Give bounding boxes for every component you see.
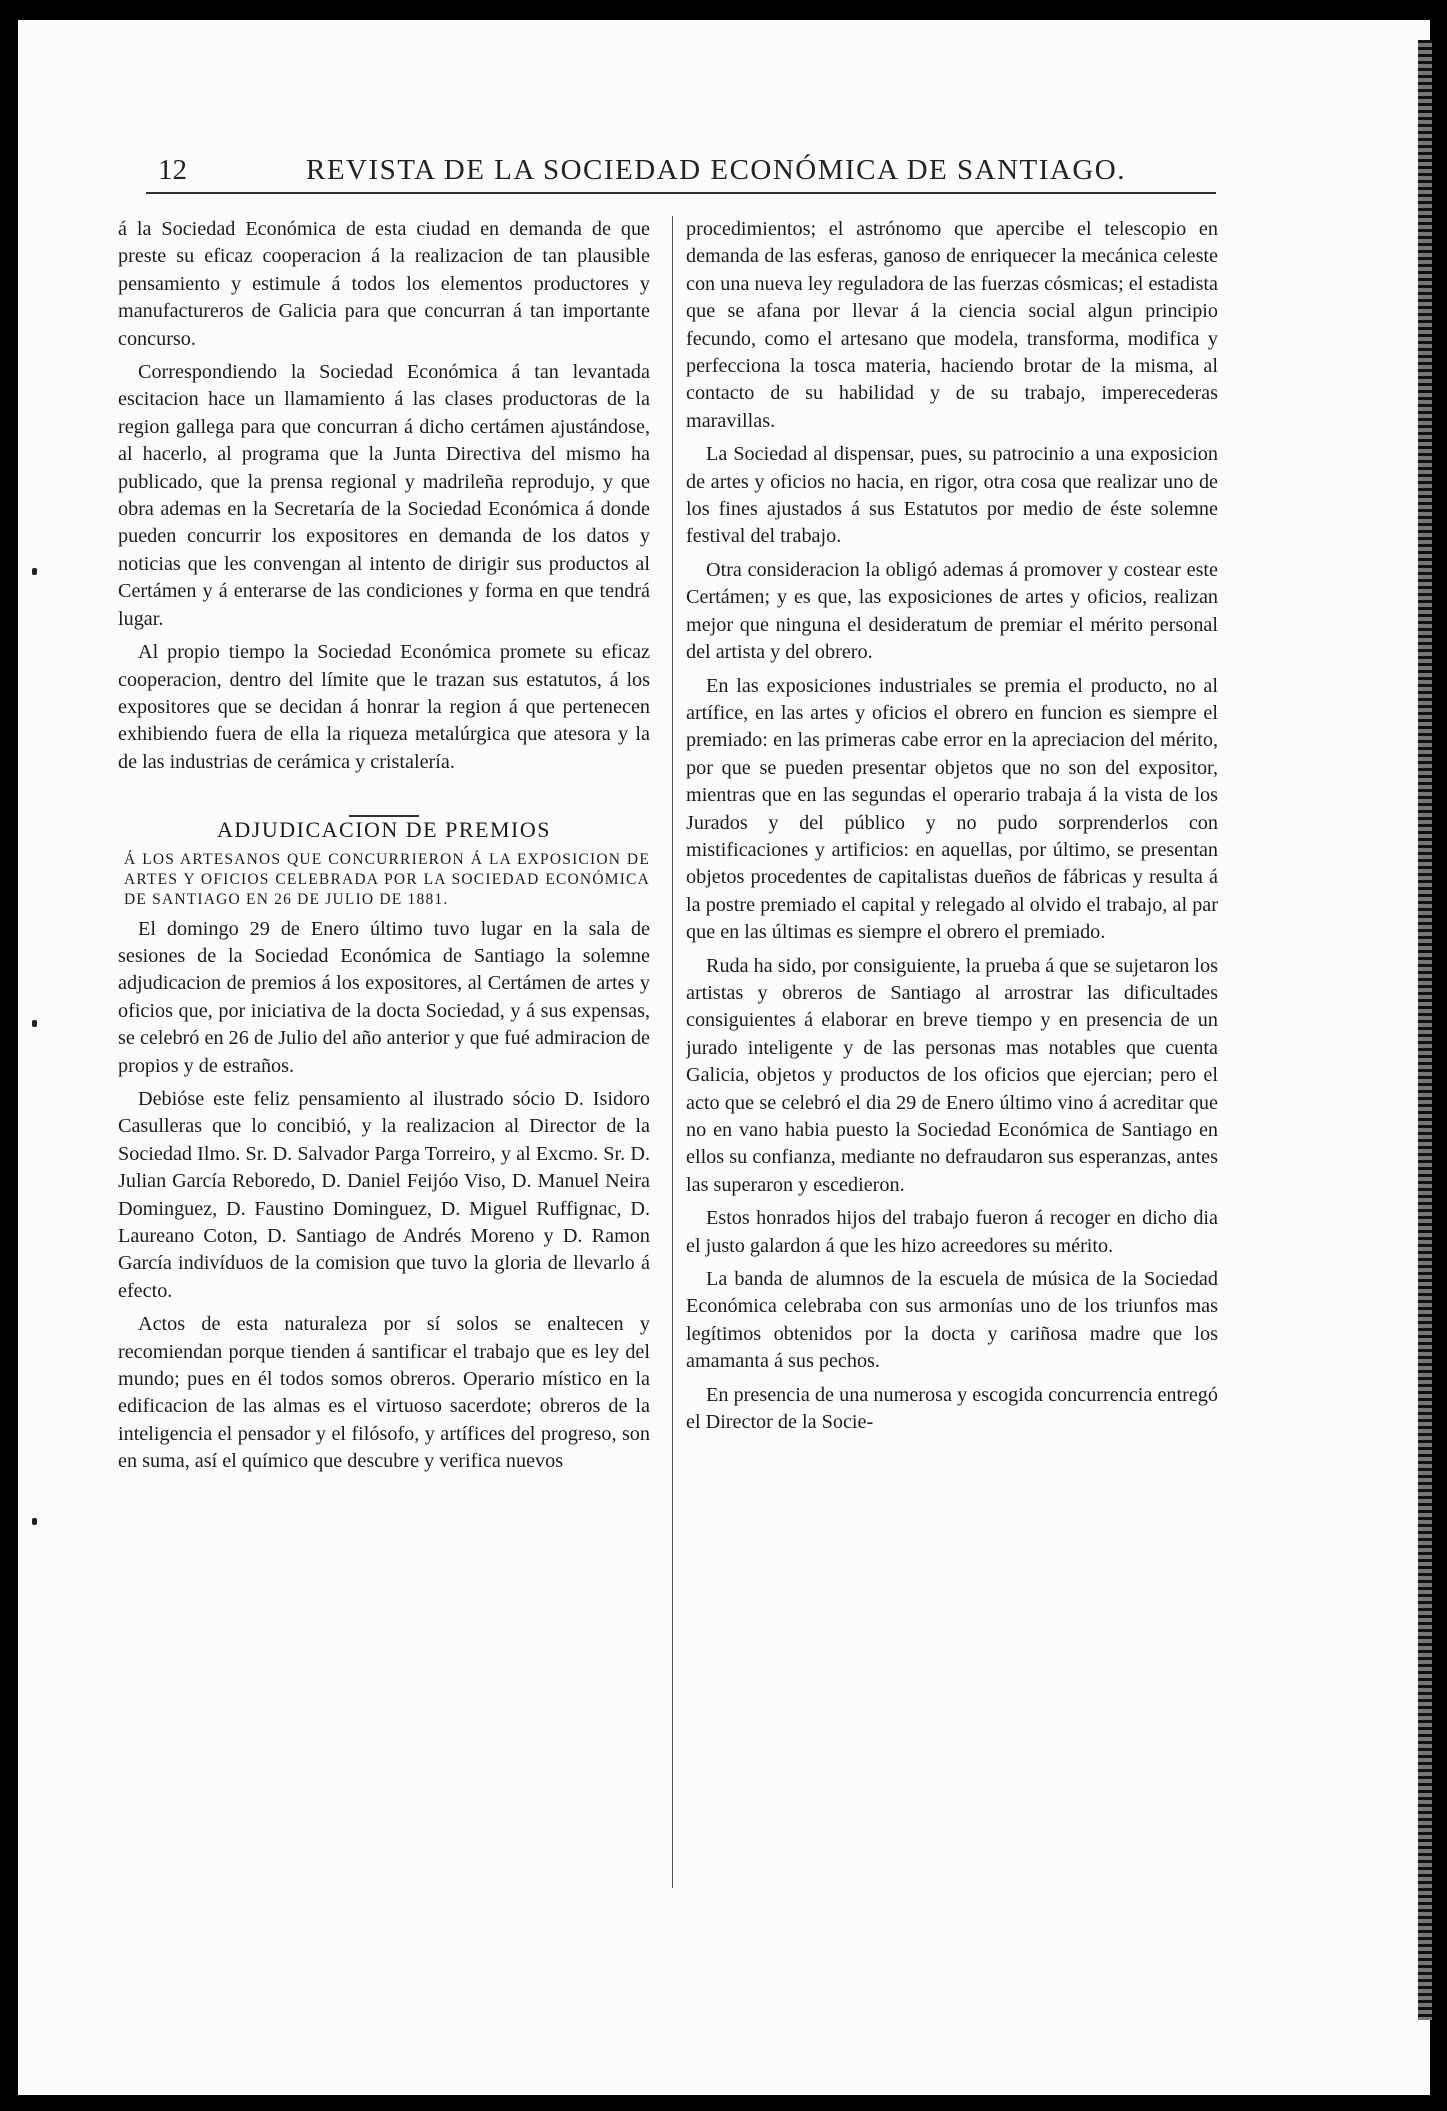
page-header — [146, 144, 1216, 194]
section-subtitle: Á LOS ARTESANOS QUE CONCURRIERON Á LA EXPOSICION DE ARTES Y OFICIOS CELEBRADA POR LA SOCIEDAD ECONÓMICA DE SANTIAGO EN 26 DE JULIO DE 1881. — [124, 850, 650, 908]
paragraph: El domingo 29 de Enero último tuvo lugar en la sala de sesiones de la Sociedad Económica de Santiago la solemne adjudicacion de premios á los expositores, al Certámen de artes y oficios que, por iniciativa de la docta Sociedad, y á sus expensas, se celebró en 26 de Julio del año anterior y que fué admiracion de propios y de estraños. — [118, 917, 650, 1077]
section-divider — [118, 798, 650, 802]
paragraph: procedimientos; el astrónomo que apercibe el telescopio en demanda de las esferas, ganoso de enriquecer la mecánica celeste con una nueva ley reguladora de las fuerzas cósmicas; el estadista que se afana por llevar á la ciencia social algun principio fecundo, como el artesano que modela, transforma, modifica y perfecciona la tosca materia, haciendo brotar de la misma, al contacto de su habilidad y de su trabajo, imperecederas maravillas. — [686, 218, 1218, 432]
paragraph: Al propio tiempo la Sociedad Económica promete su eficaz cooperacion, dentro del límite que le trazan sus estatutos, á los expositores que se decidan á honrar la region á que pertenecen exhibiendo fuera de ella la riqueza metalúrgica que atesora y la de las industrias de cerámica y cristalería. — [118, 641, 650, 773]
paragraph: La banda de alumnos de la escuela de música de la Sociedad Económica celebraba con sus armonías uno de los triunfos mas legítimos obtenidos por la docta y cariñosa madre que los amamanta á sus pechos. — [686, 1268, 1218, 1373]
scan-edge — [1418, 40, 1432, 2020]
left-column — [118, 216, 650, 1906]
margin-mark — [32, 1020, 37, 1027]
column-divider — [672, 216, 673, 1888]
paragraph: Estos honrados hijos del trabajo fueron á recoger en dicho dia el justo galardon á que les hizo acreedores su mérito. — [686, 1207, 1218, 1257]
page-number: 12 — [158, 154, 187, 186]
paragraph: Actos de esta naturaleza por sí solos se enaltecen y recomiendan porque tienden á santificar el trabajo que es ley del mundo; pues en él todos somos obreros. Operario místico en la edificacion de las almas es el virtuoso sacerdote; obreros de la inteligencia el pensador y el filósofo, y artífices del progreso, son en suma, así el químico que descubre y verifica nuevos — [118, 1313, 650, 1473]
margin-mark — [32, 568, 37, 575]
paragraph: Ruda ha sido, por consiguiente, la prueba á que se sujetaron los artistas y obreros de Santiago al arrostrar las dificultades consiguientes á elaborar en breve tiempo y en presencia de un jurado inteligente y de las personas mas notables que cuenta Galicia, objetos y productos de los oficios que ejercian; pero el acto que se celebró el dia 29 de Enero último vino á acreditar que no en vano habia puesto la Sociedad Económica de Santiago en ellos su confianza, mediante no defraudaron sus esperanzas, antes las superaron y escedieron. — [686, 954, 1218, 1196]
paragraph: Otra consideracion la obligó ademas á promover y costear este Certámen; y es que, las exposiciones de artes y oficios, realizan mejor que ninguna el desideratum de premiar el mérito personal del artista y del obrero. — [686, 558, 1218, 664]
header-rule — [146, 192, 1216, 194]
scanned-page — [18, 20, 1430, 2095]
paragraph: En las exposiciones industriales se premia el producto, no al artífice, en las artes y oficios el obrero en funcion es siempre el premiado: en las primeras cabe error en la apreciacion del mérito, por que se pueden presentar objetos que no son del expositor, mientras que en las segundas el operario trabaja á la vista de los Jurados y del público y no pudo sorprenderlos con mistificaciones y artificios: en aquellas, por último, se presentan objetos procedentes de capitalistas dueños de fábricas y resulta á la postre premiado el capital y relegado al olvido el trabajo, al par que en las últimas es siempre el obrero el premiado. — [686, 674, 1218, 944]
paragraph: La Sociedad al dispensar, pues, su patrocinio a una exposicion de artes y oficios no hacia, en rigor, otra cosa que realizar uno de los fines ajustados á sus Estatutos por medio de éste solemne festival del trabajo. — [686, 443, 1218, 548]
section-title: ADJUDICACION DE PREMIOS — [217, 817, 551, 843]
margin-mark — [32, 1518, 37, 1525]
paragraph: Correspondiendo la Sociedad Económica á tan levantada escitacion hace un llamamiento á las clases productoras de la region gallega para que concurran á dicho certámen ajustándose, al hacerlo, al programa que la Junta Directiva del mismo ha publicado, que la prensa regional y madrileña reprodujo, y que obra ademas en la Secretaría de la Sociedad Económica á donde pueden concurrir los expositores en demanda de los datos y noticias que les convengan al intento de dirigir sus productos al Certámen y á enterarse de las condiciones y forma en que tendrá lugar. — [118, 361, 650, 630]
right-column — [686, 216, 1218, 1906]
paragraph: á la Sociedad Económica de esta ciudad en demanda de que preste su eficaz cooperacion á la realizacion de tan plausible pensamiento y estimule á todos los elementos productores y manufactureros de Galicia para que concurran á tan importante concurso. — [118, 218, 650, 350]
running-title: REVISTA DE LA SOCIEDAD ECONÓMICA DE SANTIAGO. — [306, 154, 1126, 186]
paragraph: En presencia de una numerosa y escogida concurrencia entregó el Director de la Socie- — [686, 1383, 1218, 1434]
paragraph: Debióse este feliz pensamiento al ilustrado sócio D. Isidoro Casulleras que lo concibió, y la realizacion al Director de la Sociedad Ilmo. Sr. D. Salvador Parga Torreiro, y al Excmo. Sr. D. Julian García Reboredo, D. Daniel Feijóo Viso, D. Manuel Neira Dominguez, D. Faustino Dominguez, D. Miguel Ruffignac, D. Laureano Coton, D. Santiago de Andrés Moreno y D. Ramon García indivíduos de la comision que tuvo la gloria de llevarlo á efecto. — [118, 1087, 650, 1302]
